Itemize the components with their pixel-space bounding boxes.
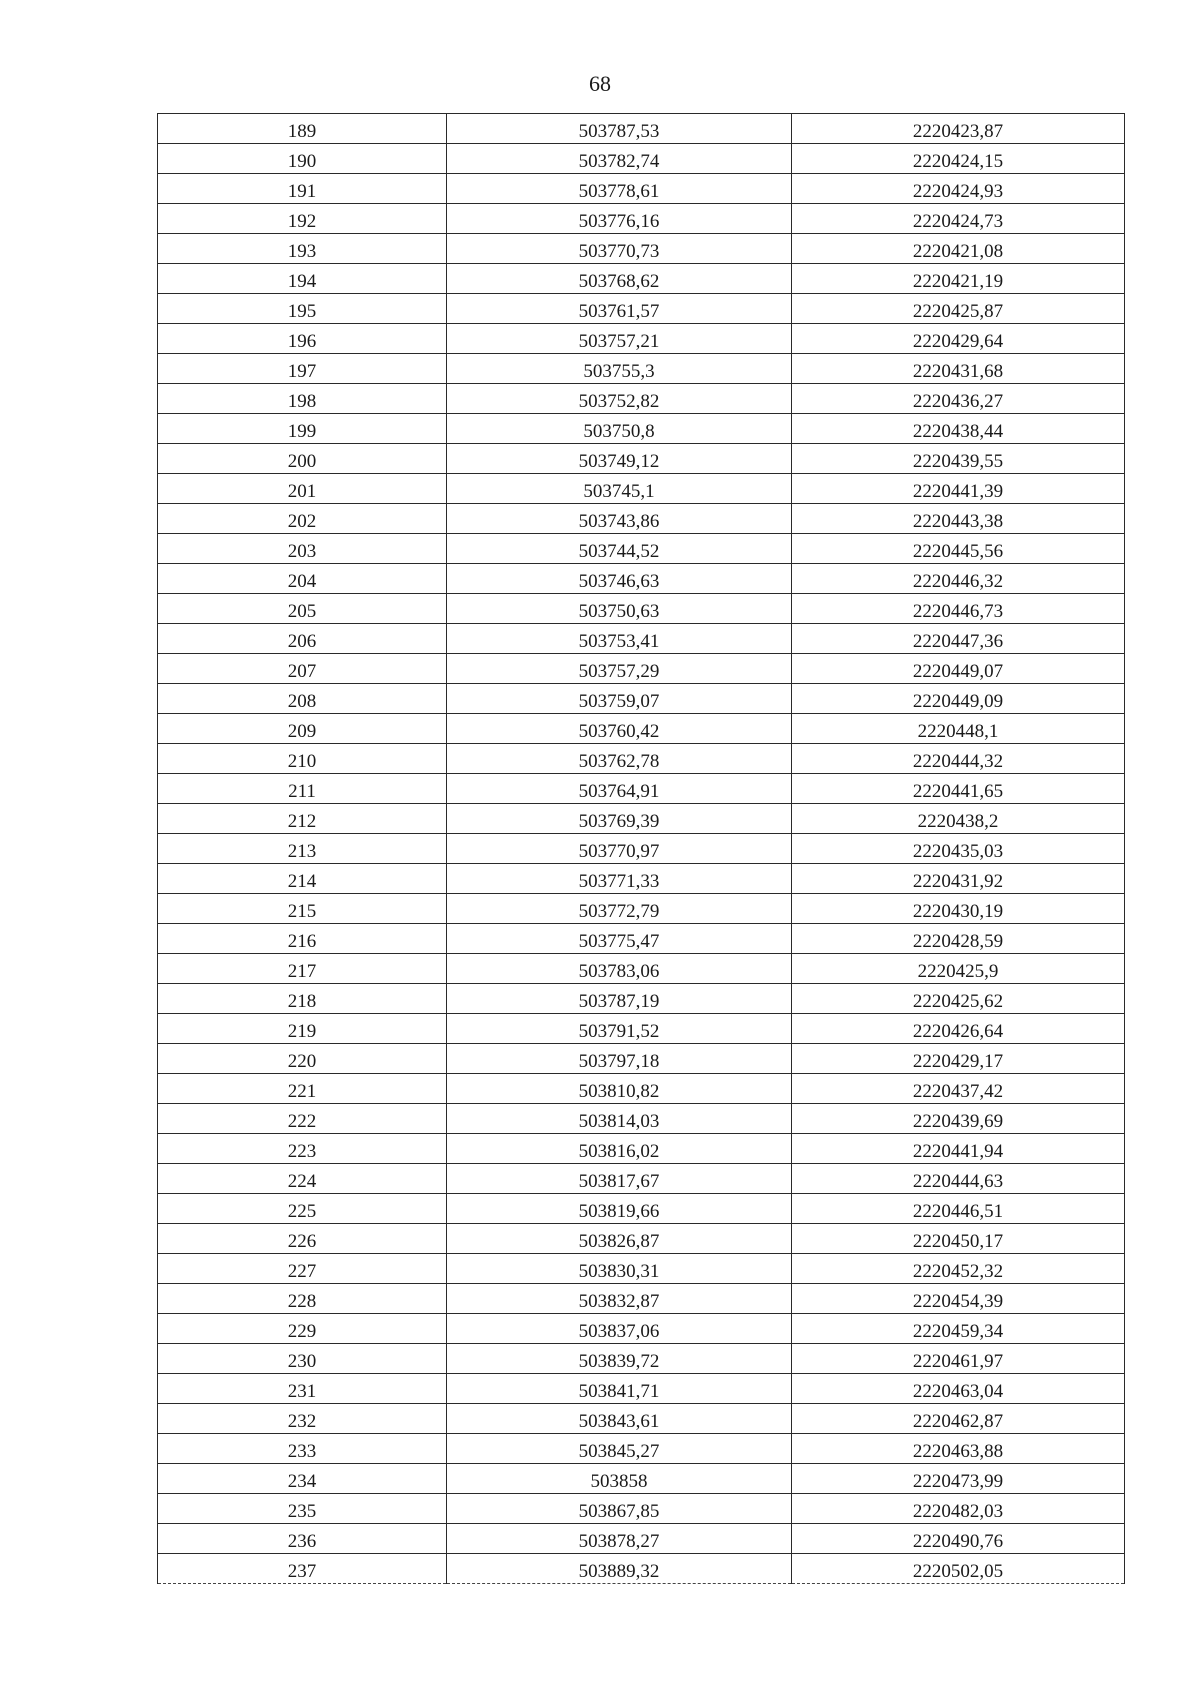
x-coordinate-cell: 503762,78 (447, 744, 792, 774)
x-coordinate-cell: 503775,47 (447, 924, 792, 954)
point-number-cell: 189 (158, 114, 447, 144)
table-row (158, 684, 1125, 714)
table-row (158, 834, 1125, 864)
x-coordinate-cell: 503858 (447, 1464, 792, 1494)
x-coordinate-cell: 503771,33 (447, 864, 792, 894)
y-coordinate-cell: 2220438,2 (792, 804, 1125, 834)
y-coordinate-cell: 2220424,73 (792, 204, 1125, 234)
y-coordinate-cell: 2220482,03 (792, 1494, 1125, 1524)
y-coordinate-cell: 2220441,94 (792, 1134, 1125, 1164)
point-number-cell: 225 (158, 1194, 447, 1224)
y-coordinate-cell: 2220439,55 (792, 444, 1125, 474)
point-number-cell: 196 (158, 324, 447, 354)
y-coordinate-cell: 2220421,19 (792, 264, 1125, 294)
x-coordinate-cell: 503770,73 (447, 234, 792, 264)
x-coordinate-cell: 503826,87 (447, 1224, 792, 1254)
y-coordinate-cell: 2220436,27 (792, 384, 1125, 414)
point-number-cell: 195 (158, 294, 447, 324)
x-coordinate-cell: 503817,67 (447, 1164, 792, 1194)
table-row (158, 1014, 1125, 1044)
point-number-cell: 194 (158, 264, 447, 294)
table-row (158, 894, 1125, 924)
x-coordinate-cell: 503839,72 (447, 1344, 792, 1374)
point-number-cell: 204 (158, 564, 447, 594)
y-coordinate-cell: 2220441,65 (792, 774, 1125, 804)
x-coordinate-cell: 503778,61 (447, 174, 792, 204)
point-number-cell: 214 (158, 864, 447, 894)
x-coordinate-cell: 503760,42 (447, 714, 792, 744)
point-number-cell: 222 (158, 1104, 447, 1134)
point-number-cell: 207 (158, 654, 447, 684)
point-number-cell: 212 (158, 804, 447, 834)
point-number-cell: 234 (158, 1464, 447, 1494)
table-row (158, 1404, 1125, 1434)
y-coordinate-cell: 2220431,68 (792, 354, 1125, 384)
y-coordinate-cell: 2220421,08 (792, 234, 1125, 264)
x-coordinate-cell: 503787,53 (447, 114, 792, 144)
point-number-cell: 228 (158, 1284, 447, 1314)
table-row (158, 1494, 1125, 1524)
point-number-cell: 205 (158, 594, 447, 624)
table-row (158, 624, 1125, 654)
y-coordinate-cell: 2220438,44 (792, 414, 1125, 444)
x-coordinate-cell: 503787,19 (447, 984, 792, 1014)
x-coordinate-cell: 503750,8 (447, 414, 792, 444)
x-coordinate-cell: 503768,62 (447, 264, 792, 294)
x-coordinate-cell: 503843,61 (447, 1404, 792, 1434)
point-number-cell: 191 (158, 174, 447, 204)
x-coordinate-cell: 503810,82 (447, 1074, 792, 1104)
point-number-cell: 213 (158, 834, 447, 864)
y-coordinate-cell: 2220428,59 (792, 924, 1125, 954)
table-row (158, 1164, 1125, 1194)
table-row (158, 354, 1125, 384)
table-row (158, 564, 1125, 594)
table-row (158, 1284, 1125, 1314)
point-number-cell: 223 (158, 1134, 447, 1164)
table-row (158, 504, 1125, 534)
point-number-cell: 221 (158, 1074, 447, 1104)
point-number-cell: 190 (158, 144, 447, 174)
x-coordinate-cell: 503757,21 (447, 324, 792, 354)
y-coordinate-cell: 2220490,76 (792, 1524, 1125, 1554)
x-coordinate-cell: 503749,12 (447, 444, 792, 474)
point-number-cell: 192 (158, 204, 447, 234)
x-coordinate-cell: 503772,79 (447, 894, 792, 924)
table-row (158, 414, 1125, 444)
x-coordinate-cell: 503867,85 (447, 1494, 792, 1524)
y-coordinate-cell: 2220439,69 (792, 1104, 1125, 1134)
table-row (158, 324, 1125, 354)
y-coordinate-cell: 2220423,87 (792, 114, 1125, 144)
point-number-cell: 208 (158, 684, 447, 714)
table-row (158, 714, 1125, 744)
y-coordinate-cell: 2220502,05 (792, 1554, 1125, 1584)
point-number-cell: 224 (158, 1164, 447, 1194)
y-coordinate-cell: 2220429,17 (792, 1044, 1125, 1074)
point-number-cell: 219 (158, 1014, 447, 1044)
point-number-cell: 209 (158, 714, 447, 744)
point-number-cell: 210 (158, 744, 447, 774)
x-coordinate-cell: 503746,63 (447, 564, 792, 594)
coordinates-table (157, 113, 1125, 1584)
coordinates-table-body (158, 114, 1125, 1584)
x-coordinate-cell: 503878,27 (447, 1524, 792, 1554)
table-row (158, 174, 1125, 204)
x-coordinate-cell: 503761,57 (447, 294, 792, 324)
y-coordinate-cell: 2220425,87 (792, 294, 1125, 324)
point-number-cell: 220 (158, 1044, 447, 1074)
y-coordinate-cell: 2220424,15 (792, 144, 1125, 174)
point-number-cell: 215 (158, 894, 447, 924)
table-row (158, 1434, 1125, 1464)
y-coordinate-cell: 2220425,62 (792, 984, 1125, 1014)
page-number: 68 (589, 71, 611, 96)
point-number-cell: 211 (158, 774, 447, 804)
point-number-cell: 226 (158, 1224, 447, 1254)
table-row (158, 1104, 1125, 1134)
table-row (158, 594, 1125, 624)
y-coordinate-cell: 2220426,64 (792, 1014, 1125, 1044)
x-coordinate-cell: 503743,86 (447, 504, 792, 534)
y-coordinate-cell: 2220424,93 (792, 174, 1125, 204)
x-coordinate-cell: 503753,41 (447, 624, 792, 654)
point-number-cell: 232 (158, 1404, 447, 1434)
table-row (158, 864, 1125, 894)
y-coordinate-cell: 2220446,32 (792, 564, 1125, 594)
point-number-cell: 230 (158, 1344, 447, 1374)
table-row (158, 804, 1125, 834)
x-coordinate-cell: 503830,31 (447, 1254, 792, 1284)
point-number-cell: 218 (158, 984, 447, 1014)
table-row (158, 1344, 1125, 1374)
table-row (158, 954, 1125, 984)
y-coordinate-cell: 2220429,64 (792, 324, 1125, 354)
y-coordinate-cell: 2220446,73 (792, 594, 1125, 624)
table-row (158, 1314, 1125, 1344)
y-coordinate-cell: 2220446,51 (792, 1194, 1125, 1224)
y-coordinate-cell: 2220462,87 (792, 1404, 1125, 1434)
x-coordinate-cell: 503845,27 (447, 1434, 792, 1464)
x-coordinate-cell: 503755,3 (447, 354, 792, 384)
y-coordinate-cell: 2220443,38 (792, 504, 1125, 534)
table-row (158, 1464, 1125, 1494)
x-coordinate-cell: 503770,97 (447, 834, 792, 864)
y-coordinate-cell: 2220461,97 (792, 1344, 1125, 1374)
y-coordinate-cell: 2220473,99 (792, 1464, 1125, 1494)
x-coordinate-cell: 503750,63 (447, 594, 792, 624)
point-number-cell: 217 (158, 954, 447, 984)
x-coordinate-cell: 503837,06 (447, 1314, 792, 1344)
x-coordinate-cell: 503759,07 (447, 684, 792, 714)
x-coordinate-cell: 503814,03 (447, 1104, 792, 1134)
x-coordinate-cell: 503841,71 (447, 1374, 792, 1404)
point-number-cell: 203 (158, 534, 447, 564)
x-coordinate-cell: 503791,52 (447, 1014, 792, 1044)
point-number-cell: 200 (158, 444, 447, 474)
x-coordinate-cell: 503764,91 (447, 774, 792, 804)
table-row (158, 984, 1125, 1014)
table-row (158, 474, 1125, 504)
point-number-cell: 233 (158, 1434, 447, 1464)
point-number-cell: 231 (158, 1374, 447, 1404)
y-coordinate-cell: 2220441,39 (792, 474, 1125, 504)
x-coordinate-cell: 503769,39 (447, 804, 792, 834)
table-row (158, 114, 1125, 144)
table-row (158, 204, 1125, 234)
y-coordinate-cell: 2220444,32 (792, 744, 1125, 774)
point-number-cell: 198 (158, 384, 447, 414)
x-coordinate-cell: 503816,02 (447, 1134, 792, 1164)
y-coordinate-cell: 2220437,42 (792, 1074, 1125, 1104)
y-coordinate-cell: 2220444,63 (792, 1164, 1125, 1194)
point-number-cell: 206 (158, 624, 447, 654)
table-row (158, 774, 1125, 804)
table-row (158, 294, 1125, 324)
table-row (158, 924, 1125, 954)
table-row (158, 1134, 1125, 1164)
table-row (158, 384, 1125, 414)
x-coordinate-cell: 503819,66 (447, 1194, 792, 1224)
y-coordinate-cell: 2220448,1 (792, 714, 1125, 744)
x-coordinate-cell: 503757,29 (447, 654, 792, 684)
point-number-cell: 202 (158, 504, 447, 534)
table-row (158, 264, 1125, 294)
table-row (158, 744, 1125, 774)
x-coordinate-cell: 503832,87 (447, 1284, 792, 1314)
table-row (158, 654, 1125, 684)
y-coordinate-cell: 2220425,9 (792, 954, 1125, 984)
x-coordinate-cell: 503783,06 (447, 954, 792, 984)
point-number-cell: 216 (158, 924, 447, 954)
y-coordinate-cell: 2220435,03 (792, 834, 1125, 864)
point-number-cell: 197 (158, 354, 447, 384)
x-coordinate-cell: 503797,18 (447, 1044, 792, 1074)
table-row (158, 1524, 1125, 1554)
y-coordinate-cell: 2220430,19 (792, 894, 1125, 924)
y-coordinate-cell: 2220450,17 (792, 1224, 1125, 1254)
table-row (158, 1044, 1125, 1074)
y-coordinate-cell: 2220463,04 (792, 1374, 1125, 1404)
table-row (158, 1374, 1125, 1404)
table-row (158, 534, 1125, 564)
y-coordinate-cell: 2220445,56 (792, 534, 1125, 564)
x-coordinate-cell: 503745,1 (447, 474, 792, 504)
table-row (158, 1224, 1125, 1254)
table-row (158, 1554, 1125, 1584)
y-coordinate-cell: 2220449,07 (792, 654, 1125, 684)
y-coordinate-cell: 2220452,32 (792, 1254, 1125, 1284)
x-coordinate-cell: 503776,16 (447, 204, 792, 234)
point-number-cell: 236 (158, 1524, 447, 1554)
table-row (158, 144, 1125, 174)
y-coordinate-cell: 2220459,34 (792, 1314, 1125, 1344)
y-coordinate-cell: 2220449,09 (792, 684, 1125, 714)
x-coordinate-cell: 503889,32 (447, 1554, 792, 1584)
point-number-cell: 201 (158, 474, 447, 504)
y-coordinate-cell: 2220454,39 (792, 1284, 1125, 1314)
x-coordinate-cell: 503782,74 (447, 144, 792, 174)
point-number-cell: 227 (158, 1254, 447, 1284)
y-coordinate-cell: 2220463,88 (792, 1434, 1125, 1464)
table-row (158, 234, 1125, 264)
point-number-cell: 237 (158, 1554, 447, 1584)
table-row (158, 1254, 1125, 1284)
point-number-cell: 235 (158, 1494, 447, 1524)
x-coordinate-cell: 503752,82 (447, 384, 792, 414)
point-number-cell: 229 (158, 1314, 447, 1344)
table-row (158, 1074, 1125, 1104)
table-row (158, 1194, 1125, 1224)
point-number-cell: 193 (158, 234, 447, 264)
y-coordinate-cell: 2220447,36 (792, 624, 1125, 654)
x-coordinate-cell: 503744,52 (447, 534, 792, 564)
y-coordinate-cell: 2220431,92 (792, 864, 1125, 894)
point-number-cell: 199 (158, 414, 447, 444)
table-row (158, 444, 1125, 474)
